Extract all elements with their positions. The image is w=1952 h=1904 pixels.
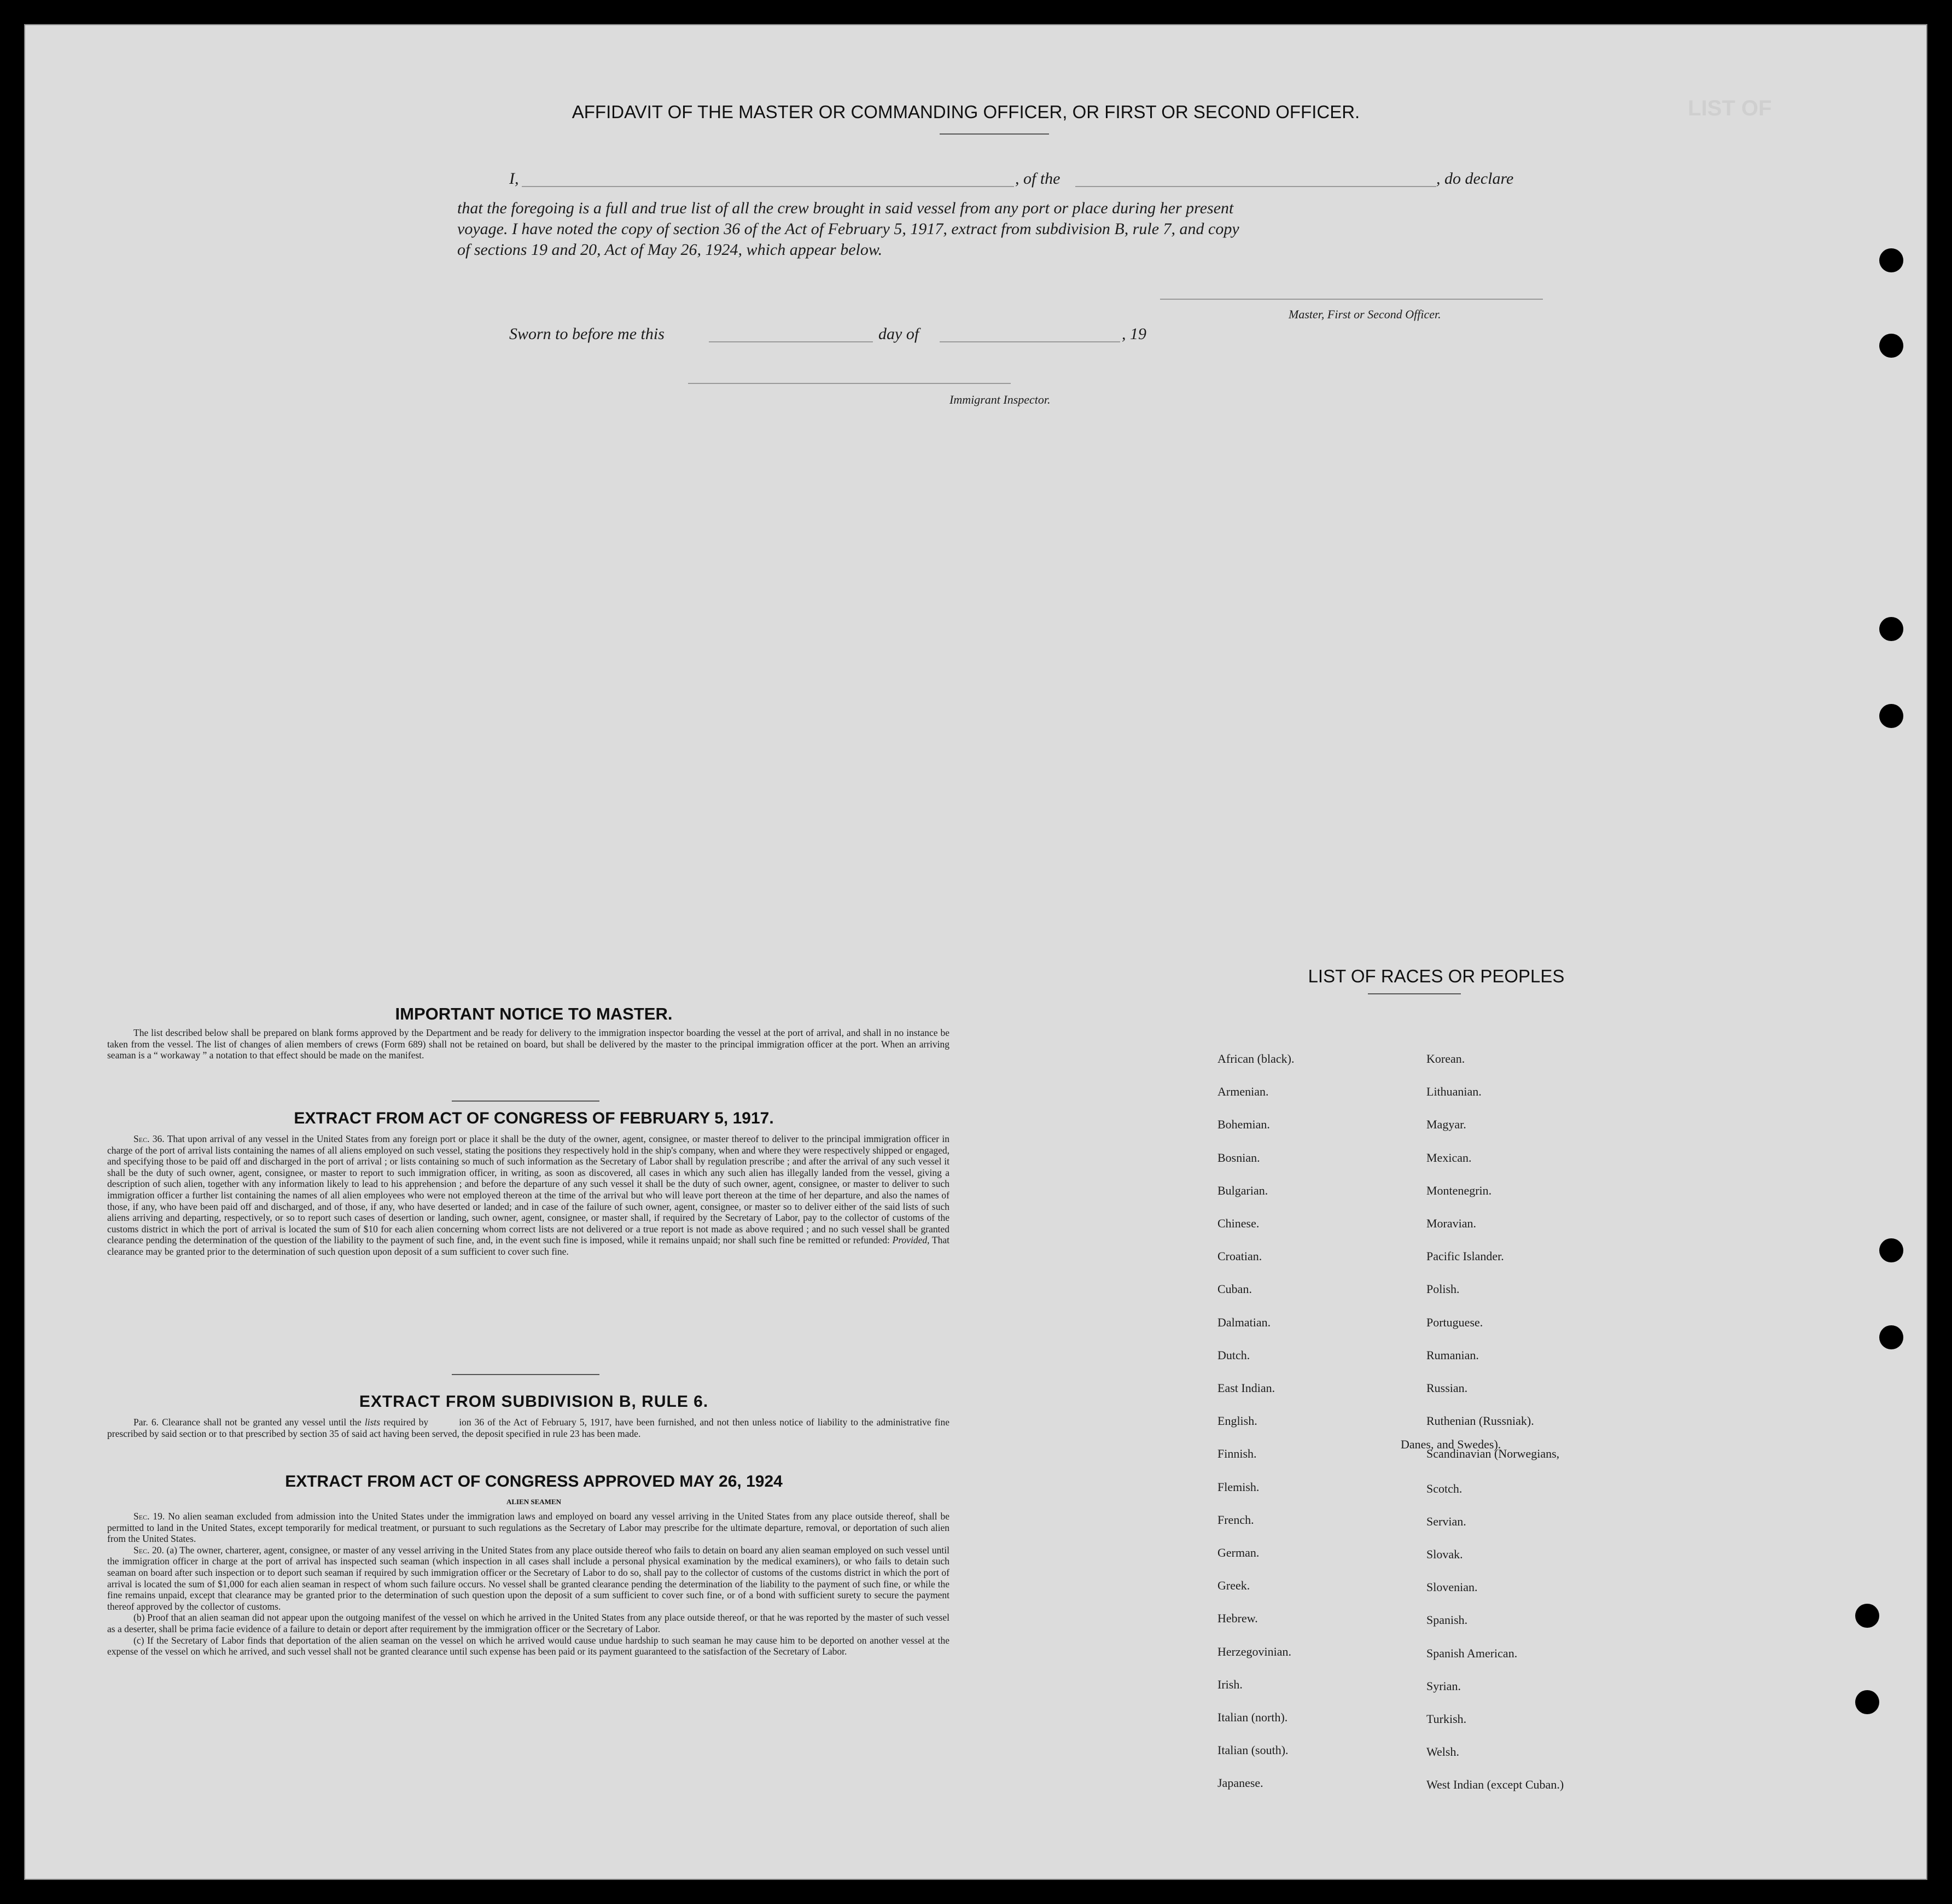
race-item: Syrian. <box>1426 1679 1461 1693</box>
sec-20a-text: (a) The owner, charterer, agent, consignee, or master of any vessel arriving in the United States from any place outside thereof who fails to detain on board any alien seaman employed on such vessel until the immigration officer in charge at the port of arrival has inspected such seaman (which inspection in all cases shall include a personal physical examination by the medical examiners), or who fails to detain such seaman on board after such inspection or to deport such seaman if required by such immigration officer or the Secretary of Labor to do so, shall pay to the collector of customs of the customs district in which the port of arrival is located the sum of $1,000 for each alien seaman in respect of whom such failure occurs. No vessel shall be granted clearance pending the determination of the liability to the payment of such fine, or while the fine remains unpaid, except that clearance may be granted prior to the determination of such question upon the deposit of a sum sufficient to cover such fine, or of a bond with sufficient surety to secure the payment thereof approved by the collector of customs. <box>107 1544 950 1612</box>
race-item: French. <box>1217 1513 1254 1527</box>
race-item: Slovak. <box>1426 1547 1463 1561</box>
extract-1924-title: EXTRACT FROM ACT OF CONGRESS APPROVED MAY 26, 1924 <box>285 1472 783 1490</box>
race-item: Bulgarian. <box>1217 1184 1268 1197</box>
race-item: Croatian. <box>1217 1249 1262 1263</box>
race-item: Dutch. <box>1217 1348 1250 1362</box>
race-item: West Indian (except Cuban.) <box>1426 1778 1564 1791</box>
rule6-text-2: required by <box>383 1417 429 1428</box>
punch-hole <box>1879 248 1903 272</box>
sworn-label: Sworn to before me this <box>509 325 665 343</box>
race-item: Irish. <box>1217 1678 1243 1691</box>
document-page <box>24 24 1927 1880</box>
race-item: Mexican. <box>1426 1151 1472 1164</box>
race-item: Spanish American. <box>1426 1646 1518 1660</box>
affidavit-body-line-3: of sections 19 and 20, Act of May 26, 1924, which appear below. <box>457 241 883 259</box>
master-signature-label: Master, First or Second Officer. <box>1289 307 1441 321</box>
affidavit-body-line-2: voyage. I have noted the copy of section 36 of the Act of February 5, 1917, extract from subdivision B, rule 7, and copy <box>457 220 1239 238</box>
extract-1917-title: EXTRACT FROM ACT OF CONGRESS OF FEBRUARY 5, 1917. <box>294 1109 774 1127</box>
sec-20-label: Sec. 20. <box>133 1544 164 1556</box>
race-item: Greek. <box>1217 1579 1250 1592</box>
sec-20c-paragraph: (c) If the Secretary of Labor finds that deportation of the alien seaman on the vessel on which he arrived would cause undue hardship to such seaman he may cause him to be deported on another vessel at the expense of the vessel on which he arrived, and such vessel shall not be granted clearance until such expense has been paid or its payment guaranteed to the satisfaction of the Secretary of Labor. <box>107 1634 949 1657</box>
race-item: Scotch. <box>1426 1482 1462 1495</box>
race-item: Portuguese. <box>1426 1315 1483 1329</box>
race-item: Cuban. <box>1217 1282 1252 1296</box>
race-item: Polish. <box>1426 1282 1460 1296</box>
race-item: Bosnian. <box>1217 1151 1260 1164</box>
race-item: Pacific Islander. <box>1426 1249 1504 1263</box>
race-item: Armenian. <box>1217 1085 1269 1098</box>
race-item: Russian. <box>1426 1381 1468 1395</box>
race-item: Japanese. <box>1217 1776 1263 1790</box>
extract-rule6-title: EXTRACT FROM SUBDIVISION B, RULE 6. <box>359 1393 709 1411</box>
rule6-text-1: Par. 6. Clearance shall not be granted any vessel until the <box>133 1417 362 1428</box>
sec-19-label: Sec. 19. <box>133 1511 165 1522</box>
race-item: Welsh. <box>1426 1745 1459 1759</box>
affidavit-title: AFFIDAVIT OF THE MASTER OR COMMANDING OFFICER, OR FIRST OR SECOND OFFICER. <box>572 102 1360 122</box>
race-item: English. <box>1217 1414 1257 1428</box>
race-item: German. <box>1217 1546 1260 1559</box>
races-title: LIST OF RACES OR PEOPLES <box>1308 966 1565 986</box>
race-item: Spanish. <box>1426 1613 1468 1627</box>
race-item: Korean. <box>1426 1052 1465 1065</box>
race-item: African (black). <box>1217 1052 1295 1065</box>
sec-36-text-2: That clearance may be granted prior to the determination of such question upon deposit of a sum sufficient to cover such fine. <box>107 1235 949 1257</box>
extract-1924-subtitle: ALIEN SEAMEN <box>506 1498 562 1506</box>
race-item: Herzegovinian. <box>1217 1645 1291 1658</box>
race-scandinavian-continued: Danes, and Swedes). <box>1401 1437 1501 1451</box>
race-item: Servian. <box>1426 1515 1466 1528</box>
punch-hole <box>1855 1604 1879 1628</box>
race-item: Flemish. <box>1217 1480 1260 1494</box>
notice-paragraph: The list described below shall be prepared on blank forms approved by the Department and be ready for delivery to the immigration inspector boarding the vessel at the port of arrival, and shall in no instance be taken from the vessel. The list of changes of alien members of crews (Form 689) shall not be retained on board, but shall be delivered by the master to the principal immigration officer at the port. When an arriving seaman is a “ workaway ” a notation to that effect should be made on the manifest. <box>107 1027 949 1061</box>
of-the-label: , of the <box>1015 170 1061 188</box>
punch-hole <box>1879 334 1903 358</box>
i-label: I, <box>509 170 519 188</box>
inspector-label: Immigrant Inspector. <box>949 393 1051 406</box>
races-list <box>25 25 1927 1880</box>
sec-36-text-1: That upon arrival of any vessel in the United States from any foreign port or place it shall be the duty of the owner, agent, consignee, or master thereof to deliver to the principal immigration officer in charge of the port of arrival lists containing the names of all aliens employed on such vessel, stating the positions they respectively hold in the ship's company, when and where they were respectively shipped or engaged, and specifying those to be paid off and discharged in the port of arrival ; or lists containing so much of such information as the Secretary of Labor shall by regulation prescribe ; and after the arrival of any such vessel it shall be the duty of such owner, agent, consignee, or master to report to such immigration officer, in writing, as soon as discovered, all cases in which any such alien has illegally landed from the vessel, giving a description of such alien, together with any information likely to lead to his apprehension ; and before the departure of any such vessel it shall be the duty of such owner, agent, consignee, or master to deliver to such immigration officer a further list containing the names of all alien employees who were not employed thereon at the time of the arrival but who will leave port thereon at the time of her departure, and also the names of those, if any, who have been paid off and discharged, and of those, if any, who have deserted or landed; and in case of the failure of such owner, agent, consignee, or master so to deliver either of the said lists of such aliens arriving and departing, respectively, or so to report such cases of desertion or landing, such owner, agent, consignee, or master shall, if required by the Secretary of Labor, pay to the collector of customs of the customs district in which the port of arrival is located the sum of $10 for each alien concerning whom correct lists are not delivered or a true report is not made as above required ; and no such vessel shall be granted clearance pending the determination of the question of the liability to the payment of such fine, and, in the event such fine is imposed, while it remains unpaid; nor shall such fine be remitted or refunded: <box>107 1133 949 1246</box>
race-item: Bohemian. <box>1217 1117 1270 1131</box>
race-item: Ruthenian (Russniak). <box>1426 1414 1534 1428</box>
sec-36-label: Sec. 36. <box>133 1133 165 1144</box>
punch-hole <box>1879 617 1903 641</box>
sec-19-text: No alien seaman excluded from admission into the United States under the immigration laws and employed on board any vessel arriving in the United States from any place outside thereof, shall be permitted to land in the United States, except temporarily for medical treatment, or pursuant to such regulations as the Secretary of Labor may prescribe for the ultimate departure, removal, or deportation of such alien from the United States. <box>107 1511 950 1545</box>
notice-title: IMPORTANT NOTICE TO MASTER. <box>395 1004 673 1023</box>
race-item: East Indian. <box>1217 1381 1275 1395</box>
race-item: Dalmatian. <box>1217 1315 1271 1329</box>
sec-20b-paragraph: (b) Proof that an alien seaman did not appear upon the outgoing manifest of the vessel on which he arrived in the United States from any place outside thereof, or that he was reported by the master of such vessel as a deserter, shall be prima facie evidence of a failure to detain or deport after requirement by the immigration officer or the Secretary of Labor. <box>107 1612 949 1634</box>
day-of-label: day of <box>878 325 919 343</box>
race-item: Slovenian. <box>1426 1580 1478 1594</box>
do-declare-label: , do declare <box>1436 170 1514 188</box>
race-item: Chinese. <box>1217 1216 1260 1230</box>
provided-label: Provided, <box>892 1235 930 1246</box>
affidavit-body-line-1: that the foregoing is a full and true list of all the crew brought in said vessel from any port or place during her present <box>457 199 1234 217</box>
race-item: Scandinavian (Norwegians, <box>1426 1447 1560 1460</box>
race-item: Finnish. <box>1217 1447 1257 1460</box>
rule6-text-3: ion 36 of the Act of February 5, 1917, have been furnished, and not then unless notice of liability to the administrative fine prescribed by said section or to that prescribed by section 35 of said act having been served, the deposit specified in rule 23 has been made. <box>107 1417 950 1439</box>
race-item: Turkish. <box>1426 1712 1467 1726</box>
bleed-through-text: LIST OF <box>1688 96 1772 120</box>
race-item: Rumanian. <box>1426 1348 1479 1362</box>
race-item: Lithuanian. <box>1426 1085 1482 1098</box>
race-item: Italian (south). <box>1217 1743 1289 1757</box>
race-item: Hebrew. <box>1217 1611 1258 1625</box>
race-item: Italian (north). <box>1217 1710 1288 1724</box>
punch-hole <box>1855 1690 1879 1714</box>
race-item: Montenegrin. <box>1426 1184 1492 1197</box>
year-label: , 19 <box>1122 325 1146 343</box>
punch-hole <box>1879 1238 1903 1262</box>
punch-hole <box>1879 1325 1903 1349</box>
race-item: Moravian. <box>1426 1216 1477 1230</box>
punch-hole <box>1879 704 1903 728</box>
lists-word: lists <box>364 1417 381 1428</box>
race-item: Magyar. <box>1426 1117 1466 1131</box>
